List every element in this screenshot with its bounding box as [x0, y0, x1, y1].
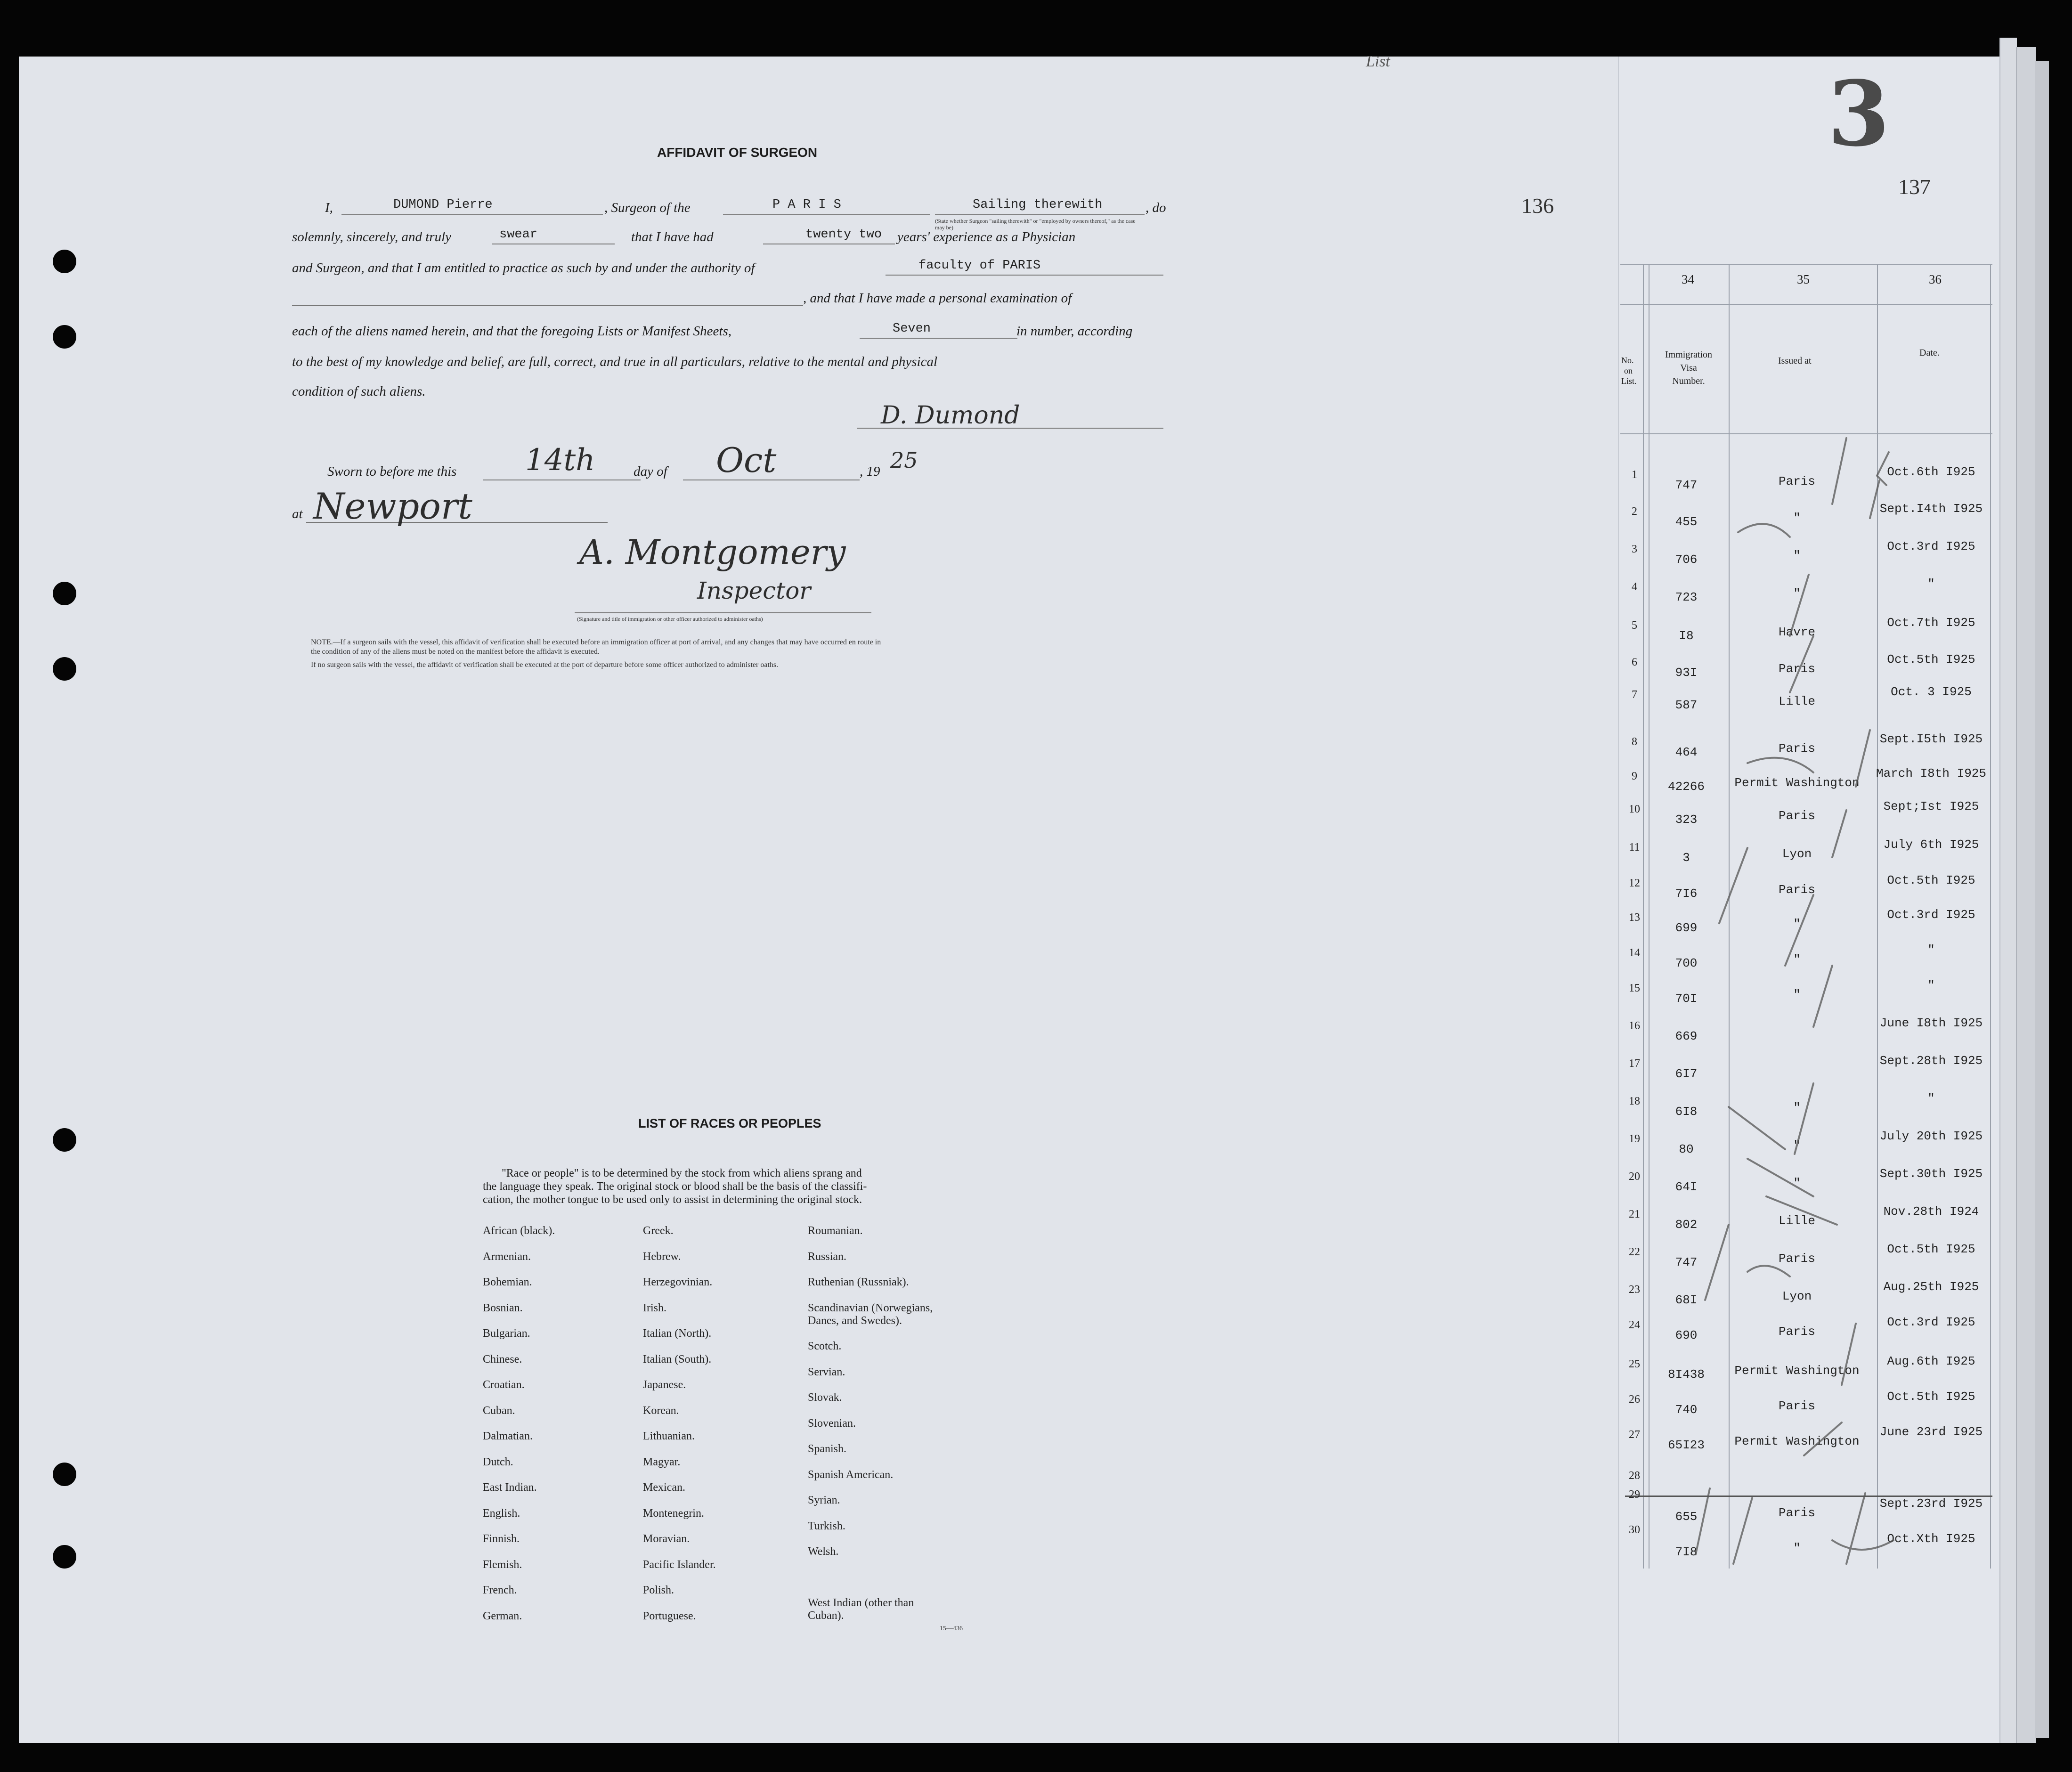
sworn-place: Newport: [313, 485, 472, 527]
issued-at: ": [1793, 549, 1801, 563]
affidavit-text: and Surgeon, and that I am entitled to practice as such by and under the authority of: [292, 260, 755, 276]
row-number: 19: [1629, 1133, 1640, 1145]
visa-date: Sept.23rd I925: [1879, 1496, 1983, 1511]
fill-line: [292, 305, 803, 306]
race-item: English.: [483, 1507, 520, 1520]
visa-date: Oct.6th I925: [1887, 465, 1975, 479]
issued-at: ": [1793, 952, 1801, 967]
page-number-right: 137: [1898, 175, 1931, 199]
visa-date: ": [1927, 1091, 1935, 1105]
race-item: Danes, and Swedes).: [808, 1314, 902, 1327]
row-number: 17: [1629, 1057, 1640, 1070]
visa-number: 6I8: [1675, 1105, 1698, 1119]
binder-hole: [53, 325, 76, 349]
issued-at: Paris: [1778, 883, 1815, 897]
affidavit-text: , and that I have made a personal examination of: [803, 291, 1072, 306]
visa-date: Oct.5th I925: [1887, 873, 1975, 887]
visa-date: Oct.7th I925: [1887, 616, 1975, 630]
visa-date: ": [1927, 978, 1935, 992]
visa-number: 3: [1682, 851, 1690, 865]
affidavit-title: AFFIDAVIT OF SURGEON: [657, 145, 818, 160]
sworn-month: Oct: [716, 440, 777, 480]
visa-date: Oct. 3 I925: [1891, 685, 1972, 699]
race-item: Croatian.: [483, 1379, 525, 1391]
race-item: Welsh.: [808, 1545, 839, 1558]
row-number: 18: [1629, 1095, 1640, 1107]
affidavit-text: at: [292, 506, 303, 521]
race-item: German.: [483, 1609, 522, 1622]
affidavit-text: I,: [325, 200, 333, 215]
row-number: 4: [1632, 581, 1637, 593]
visa-number: 65I23: [1667, 1438, 1705, 1452]
header-date: Date.: [1919, 348, 1940, 358]
fill-line: [860, 338, 1017, 339]
race-item: Roumanian.: [808, 1225, 863, 1237]
race-item: Portuguese.: [643, 1609, 696, 1622]
column-number: 35: [1797, 272, 1810, 286]
row-number: 8: [1632, 736, 1637, 748]
races-title: LIST OF RACES OR PEOPLES: [638, 1116, 821, 1130]
visa-number: 706: [1675, 553, 1698, 567]
visa-number: 699: [1675, 921, 1698, 935]
race-item: Scotch.: [808, 1340, 842, 1352]
sworn-year: 25: [890, 447, 918, 473]
race-item: Dutch.: [483, 1455, 513, 1468]
race-item: Lithuanian.: [643, 1430, 695, 1442]
visa-number: 6I7: [1675, 1067, 1698, 1081]
visa-date: Oct.5th I925: [1887, 1390, 1975, 1404]
issued-at: Paris: [1778, 1399, 1815, 1413]
visa-number: 740: [1675, 1403, 1698, 1417]
race-item: Servian.: [808, 1366, 845, 1378]
visa-date: Oct.5th I925: [1887, 1242, 1975, 1256]
race-item: Armenian.: [483, 1250, 531, 1263]
visa-date: Sept.I4th I925: [1879, 502, 1983, 516]
affidavit-text: years' experience as a Physician: [897, 229, 1076, 244]
row-number: 2: [1632, 505, 1637, 518]
table-rule: [1620, 304, 1992, 305]
races-intro: "Race or people" is to be determined by the stock from which aliens sprang and: [502, 1167, 862, 1179]
page-edge: [2035, 61, 2049, 1738]
binder-hole: [53, 1545, 76, 1569]
page-edge: [2016, 47, 2036, 1743]
issued-at: Lyon: [1782, 1289, 1812, 1303]
surgeon-status-note: (State whether Surgeon "sailing therewith" or "employed by owners thereof," as the case may be): [935, 218, 1136, 231]
column-number: 34: [1682, 272, 1694, 286]
visa-date: Oct.Xth I925: [1887, 1532, 1975, 1546]
race-item: Syrian.: [808, 1494, 840, 1506]
row-number: 9: [1632, 770, 1637, 782]
races-intro: the language they speak. The original stock or blood shall be the basis of the classifi-: [483, 1180, 867, 1193]
visa-number: 723: [1675, 590, 1698, 604]
visa-number: 323: [1675, 813, 1698, 827]
visa-date: Oct.5th I925: [1887, 652, 1975, 667]
row-number: 23: [1629, 1284, 1640, 1296]
header-visa: Number.: [1672, 376, 1705, 386]
race-item: Mexican.: [643, 1481, 685, 1494]
oath-type: swear: [499, 228, 538, 242]
visa-number: 747: [1675, 1255, 1698, 1269]
fill-line: [723, 214, 930, 215]
header-no: on: [1624, 366, 1633, 375]
issued-at: ": [1793, 1541, 1801, 1555]
visa-date: June 23rd I925: [1879, 1425, 1983, 1439]
race-item: Irish.: [643, 1301, 666, 1314]
visa-number: 455: [1675, 515, 1698, 529]
years-experience: twenty two: [805, 228, 882, 242]
visa-number: 669: [1675, 1029, 1698, 1043]
row-number: 29: [1629, 1488, 1640, 1501]
visa-number: 700: [1675, 956, 1698, 970]
visa-date: Oct.3rd I925: [1887, 908, 1975, 922]
binder-hole: [53, 582, 76, 605]
visa-date: Aug.25th I925: [1883, 1280, 1979, 1294]
race-item: French.: [483, 1584, 517, 1596]
issued-at: ": [1793, 917, 1801, 931]
visa-date: Oct.3rd I925: [1887, 539, 1975, 553]
vessel-name: P A R I S: [772, 198, 841, 212]
row-number: 16: [1629, 1020, 1640, 1032]
officer-title: Inspector: [697, 577, 811, 604]
visa-number: 80: [1679, 1142, 1694, 1156]
row-number: 5: [1632, 619, 1637, 632]
issued-at: Paris: [1778, 1506, 1815, 1520]
race-item: Bohemian.: [483, 1276, 532, 1288]
visa-date: Sept.I5th I925: [1879, 732, 1983, 746]
binder-hole: [53, 1463, 76, 1486]
race-item: Cuban.: [483, 1404, 515, 1417]
visa-number: 464: [1675, 745, 1698, 759]
visa-date: July 6th I925: [1883, 837, 1979, 852]
row-number: 6: [1632, 656, 1637, 668]
visa-number: 655: [1675, 1510, 1698, 1524]
race-item: Spanish.: [808, 1443, 847, 1455]
signature-line: [857, 428, 1163, 429]
affidavit-text: , Surgeon of the: [604, 200, 691, 215]
race-item: Italian (South).: [643, 1353, 712, 1366]
fill-line: [341, 214, 603, 215]
issued-at: ": [1793, 988, 1801, 1002]
row-number: 7: [1632, 689, 1637, 701]
race-item: Bulgarian.: [483, 1327, 530, 1340]
visa-number: 8I438: [1667, 1367, 1705, 1382]
row-number: 14: [1629, 947, 1640, 959]
row-number: 13: [1629, 911, 1640, 924]
race-item: Polish.: [643, 1584, 674, 1596]
row-number: 11: [1629, 841, 1640, 853]
race-item: Dalmatian.: [483, 1430, 533, 1442]
issued-at: ": [1793, 586, 1801, 601]
row-number: 10: [1629, 803, 1640, 815]
row-number: 15: [1629, 982, 1640, 994]
fill-line: [886, 275, 1163, 276]
race-item: Pacific Islander.: [643, 1558, 716, 1571]
issued-at: Lille: [1778, 694, 1815, 708]
visa-date: March I8th I925: [1876, 766, 1987, 780]
issued-at: Paris: [1778, 474, 1815, 488]
row-number: 12: [1629, 877, 1640, 889]
race-item: Finnish.: [483, 1533, 520, 1545]
affidavit-text: that I have had: [631, 229, 714, 244]
race-item: Russian.: [808, 1250, 847, 1263]
visa-number: 7I6: [1675, 886, 1698, 901]
race-item: Montenegrin.: [643, 1507, 704, 1520]
issued-at: ": [1793, 1101, 1801, 1115]
race-item: Spanish American.: [808, 1468, 894, 1481]
licensing-authority: faculty of PARIS: [918, 259, 1041, 273]
race-item: Turkish.: [808, 1520, 845, 1532]
race-item: West Indian (other than: [808, 1597, 914, 1609]
visa-date: Sept.28th I925: [1879, 1054, 1983, 1068]
issued-at: Havre: [1778, 625, 1815, 639]
row-number: 1: [1632, 469, 1637, 481]
visa-date: ": [1927, 577, 1935, 591]
row-number: 24: [1629, 1319, 1640, 1331]
page-edge: [1999, 38, 2017, 1743]
surgeon-signature: D. Dumond: [881, 401, 1020, 430]
surgeon-status: Sailing therewith: [973, 198, 1103, 212]
race-item: Hebrew.: [643, 1250, 681, 1263]
handwritten-check-marks: [1691, 424, 1988, 1601]
race-item: Slovak.: [808, 1391, 842, 1404]
fill-line: [935, 214, 1145, 215]
binder-hole: [53, 1128, 76, 1152]
binder-hole: [53, 657, 76, 681]
issued-at: Paris: [1778, 662, 1815, 676]
race-item: Greek.: [643, 1225, 674, 1237]
sheet-number: 3: [1828, 61, 1890, 166]
issued-at: ": [1793, 511, 1801, 525]
issued-at: Paris: [1778, 741, 1815, 756]
issued-at: Paris: [1778, 1252, 1815, 1266]
column-number: 36: [1929, 272, 1942, 286]
row-number: 21: [1629, 1208, 1640, 1220]
signature-line: [575, 612, 871, 613]
affidavit-text: in number, according: [1016, 324, 1133, 339]
issued-at: Paris: [1778, 809, 1815, 823]
race-item: Slovenian.: [808, 1417, 856, 1430]
issued-at: Lille: [1778, 1214, 1815, 1228]
sworn-day: 14th: [525, 443, 595, 478]
race-item: Magyar.: [643, 1455, 681, 1468]
race-item: Cuban).: [808, 1609, 844, 1622]
race-item: Scandinavian (Norwegians,: [808, 1301, 933, 1314]
race-item: East Indian.: [483, 1481, 537, 1494]
visa-number: 747: [1675, 478, 1698, 492]
race-item: Herzegovinian.: [643, 1276, 713, 1288]
row-number: 28: [1629, 1470, 1640, 1482]
visa-date: July 20th I925: [1879, 1129, 1983, 1143]
page-number-left: 136: [1521, 194, 1554, 218]
issued-at: ": [1793, 1176, 1801, 1190]
race-item: Ruthenian (Russniak).: [808, 1276, 909, 1288]
visa-number: I8: [1679, 629, 1694, 643]
row-number: 3: [1632, 543, 1637, 555]
table-rule: [1620, 264, 1992, 265]
affidavit-note: If no surgeon sails with the vessel, the affidavit of verification shall be executed at the port of departure before some officer authorized to administer oaths.: [311, 661, 779, 669]
binder-hole: [53, 250, 76, 273]
row-number: 30: [1629, 1524, 1640, 1536]
visa-number: 690: [1675, 1328, 1698, 1342]
affidavit-text: condition of such aliens.: [292, 384, 426, 399]
visa-date: ": [1927, 943, 1935, 957]
visa-date: Aug.6th I925: [1887, 1354, 1975, 1368]
header-issued: Issued at: [1778, 356, 1812, 366]
visa-date: Oct.3rd I925: [1887, 1315, 1975, 1329]
issued-at: ": [1793, 1138, 1801, 1153]
visa-number: 93I: [1675, 666, 1698, 680]
visa-number: 802: [1675, 1218, 1698, 1232]
affidavit-text: each of the aliens named herein, and that the foregoing Lists or Manifest Sheets,: [292, 324, 731, 339]
issued-at: Lyon: [1782, 847, 1812, 861]
race-item: Korean.: [643, 1404, 679, 1417]
visa-number: 587: [1675, 698, 1698, 712]
race-item: Moravian.: [643, 1533, 690, 1545]
affidavit-text: Sworn to before me this: [327, 464, 457, 479]
sheet-count: Seven: [893, 322, 931, 336]
visa-date: Sept;Ist I925: [1883, 799, 1979, 813]
visa-date: Nov.28th I924: [1883, 1204, 1979, 1219]
left-page: [19, 57, 1618, 1743]
affidavit-note: the condition of any of the aliens must be noted on the manifest before the affidavit is executed.: [311, 648, 600, 656]
header-visa: Immigration: [1665, 350, 1712, 360]
row-number: 20: [1629, 1170, 1640, 1183]
race-item: Chinese.: [483, 1353, 522, 1366]
row-number: 22: [1629, 1246, 1640, 1258]
race-item: Flemish.: [483, 1558, 522, 1571]
race-item: Japanese.: [643, 1379, 686, 1391]
affidavit-note: NOTE.—If a surgeon sails with the vessel, this affidavit of verification shall be executed before an immigration officer at port of arrival, and any changes that may have occurred en route in: [311, 638, 881, 646]
race-item: Bosnian.: [483, 1301, 523, 1314]
officer-signature: A. Montgomery: [579, 532, 846, 572]
visa-date: June I8th I925: [1879, 1016, 1983, 1030]
visa-number: 42266: [1667, 780, 1705, 794]
issued-at: Permit Washington: [1734, 776, 1860, 790]
signature-caption: (Signature and title of immigration or other officer authorized to administer oaths): [577, 616, 763, 622]
header-visa: Visa: [1680, 363, 1697, 373]
race-item: Italian (North).: [643, 1327, 712, 1340]
table-rule: [1990, 264, 1991, 1569]
affidavit-text: day of: [634, 464, 667, 479]
affidavit-text: , do: [1146, 200, 1166, 215]
races-intro: cation, the mother tongue to be used only to assist in determining the original stock.: [483, 1194, 862, 1206]
row-number: 25: [1629, 1358, 1640, 1370]
visa-number: 7I8: [1675, 1545, 1698, 1559]
visa-number: 68I: [1675, 1293, 1698, 1307]
affidavit-text: , 19: [860, 464, 880, 479]
form-number: 15—436: [940, 1625, 963, 1632]
header-no: List.: [1621, 376, 1637, 386]
issued-at: Paris: [1778, 1325, 1815, 1339]
issued-at: Permit Washington: [1734, 1364, 1860, 1378]
visa-number: 64I: [1675, 1180, 1698, 1194]
affidavit-text: solemnly, sincerely, and truly: [292, 229, 452, 244]
race-item: African (black).: [483, 1225, 555, 1237]
affidavit-text: to the best of my knowledge and belief, are full, correct, and true in all particulars, relative to the mental and physical: [292, 354, 938, 369]
issued-at: Permit Washington: [1734, 1434, 1860, 1448]
row-number: 27: [1629, 1429, 1640, 1441]
header-no: No.: [1621, 356, 1634, 365]
visa-date: Sept.30th I925: [1879, 1167, 1983, 1181]
visa-number: 70I: [1675, 992, 1698, 1006]
surgeon-name: DUMOND Pierre: [393, 198, 493, 212]
row-number: 26: [1629, 1393, 1640, 1406]
list-label: List: [1366, 53, 1390, 70]
